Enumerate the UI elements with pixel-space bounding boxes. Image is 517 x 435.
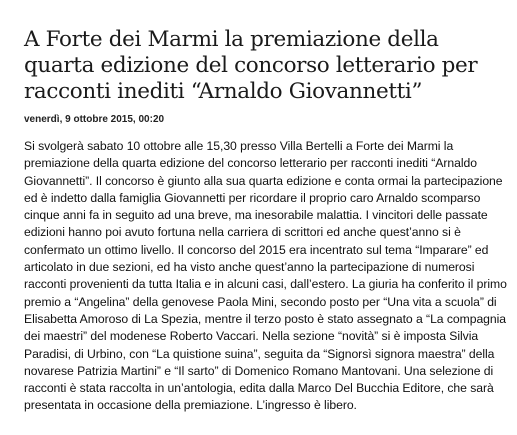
article-title: A Forte dei Marmi la premiazione della quarta edizione del concorso letterario per racconti inediti “Arnaldo Giovannetti” xyxy=(24,27,478,104)
article-date: venerdì, 9 ottobre 2015, 00:20 xyxy=(24,114,165,125)
article-body: Si svolgerà sabato 10 ottobre alle 15,30 presso Villa Bertelli a Forte dei Marmi la premiazione della quarta edizione del concorso letterario per racconti inediti “Arnaldo Giovannetti”. Il concorso è giunto alla sua quarta edizione e conta ormai la partecipazione ed è indetto dalla famiglia Giovannetti per ricordare il proprio caro Arnaldo scomparso cinque anni fa in seguito ad una breve, ma inesorabile malattia. I vincitori delle passate edizioni hanno poi avuto fortuna nella carriera di scrittori ed anche quest’anno si è confermato un ottimo livello. Il concorso del 2015 era incentrato sul tema “Imparare” ed articolato in due sezioni, ed ha visto anche quest’anno la partecipazione di numerosi racconti provenienti da tutta Italia e in alcuni casi, dall’estero. La giuria ha conferito il primo premio a “Angelina” della genovese Paola Mini, secondo posto per “Una vita a scuola” di Elisabetta Amoroso di La Spezia, mentre il terzo posto è stato assegnato a “La compagnia dei maestri” del modenese Roberto Vaccari. Nella sezione “novità” si è imposta Silvia Paradisi, di Urbino, con “La quistione suina”, seguita da “Signorsì signora maestra” della novarese Patrizia Martini” e “Il sarto” di Domenico Romano Mantovani. Una selezione di racconti è stata raccolta in un’antologia, edita dalla Marco Del Bucchia Editore, che sarà presentata in occasione della premiazione. L’ingresso è libero. xyxy=(24,139,507,413)
